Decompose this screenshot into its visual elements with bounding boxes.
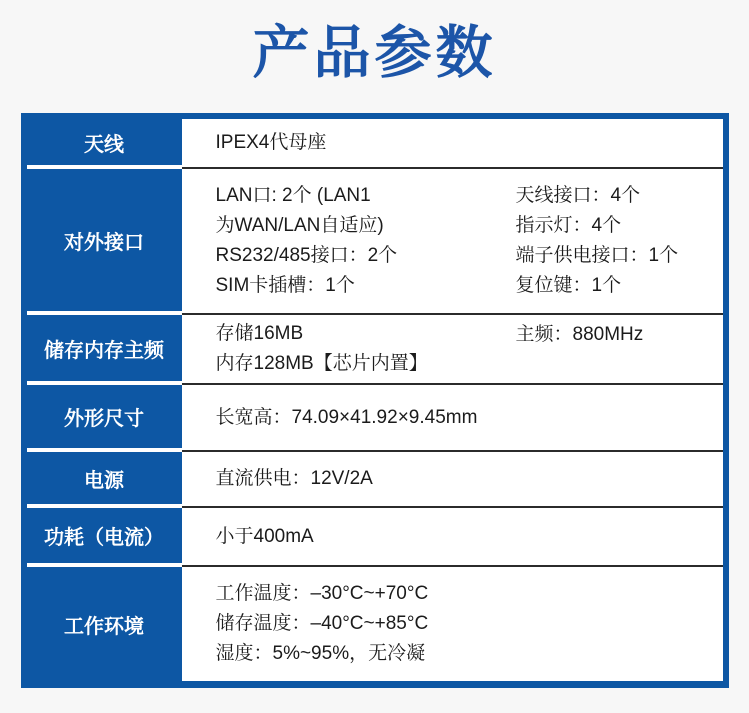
spec-value-group: [516, 320, 644, 350]
spec-value: 长宽高：74.09×41.92×9.45mm: [215, 406, 478, 428]
row-content: [182, 315, 723, 385]
row-content: [182, 508, 723, 567]
table-row-antenna: [27, 119, 723, 169]
spec-value: 小于400mA: [215, 525, 314, 547]
row-content: [182, 119, 723, 169]
row-content: [182, 567, 723, 681]
spec-value-group: [516, 181, 679, 301]
row-label: 功耗（电流）: [27, 508, 182, 567]
row-label: 天线: [27, 119, 182, 169]
table-row-dimensions: [27, 385, 723, 452]
table-row-power: [27, 452, 723, 508]
spec-line: 端子供电接口：1个: [515, 245, 679, 266]
spec-line: 指示灯：4个: [515, 215, 622, 236]
spec-line: 主频：880MHz: [515, 324, 644, 345]
page-title: 产品参数: [252, 21, 497, 85]
row-content: [182, 169, 723, 315]
row-label: 储存内存主频: [27, 315, 182, 385]
spec-line: SIM卡插槽：1个: [215, 275, 355, 296]
row-label: 工作环境: [27, 567, 182, 681]
table-row-consumption: [27, 508, 723, 567]
row-content: [182, 452, 723, 508]
row-label: 外形尺寸: [27, 385, 182, 452]
spec-line: 内存128MB【芯片内置】: [215, 353, 428, 374]
table-row-external-interfaces: [27, 169, 723, 315]
spec-value: 直流供电：12V/2A: [215, 468, 373, 489]
spec-line: 工作温度：–30°C~+70°C: [215, 583, 429, 604]
spec-value-group: [216, 181, 516, 301]
spec-line: 储存温度：–40°C~+85°C: [215, 613, 429, 634]
row-content: [182, 385, 723, 452]
spec-value: IPEX4代母座: [215, 132, 327, 153]
spec-line: 存储16MB: [215, 323, 304, 344]
row-label: 电源: [27, 452, 182, 508]
spec-value-group: [216, 319, 516, 379]
spec-line: LAN口: 2个 (LAN1: [215, 185, 371, 206]
table-row-storage-memory-clock: [27, 315, 723, 385]
spec-line: 湿度：5%~95%，无冷凝: [215, 643, 426, 664]
product-spec-table: [21, 113, 729, 688]
spec-line: 为WAN/LAN自适应): [215, 215, 384, 236]
spec-line: 天线接口：4个: [515, 185, 641, 206]
spec-value-group: [216, 579, 429, 669]
row-label: 对外接口: [27, 169, 182, 315]
table-row-environment: [27, 567, 723, 681]
spec-line: 复位键：1个: [515, 275, 622, 296]
spec-line: RS232/485接口：2个: [215, 245, 398, 266]
